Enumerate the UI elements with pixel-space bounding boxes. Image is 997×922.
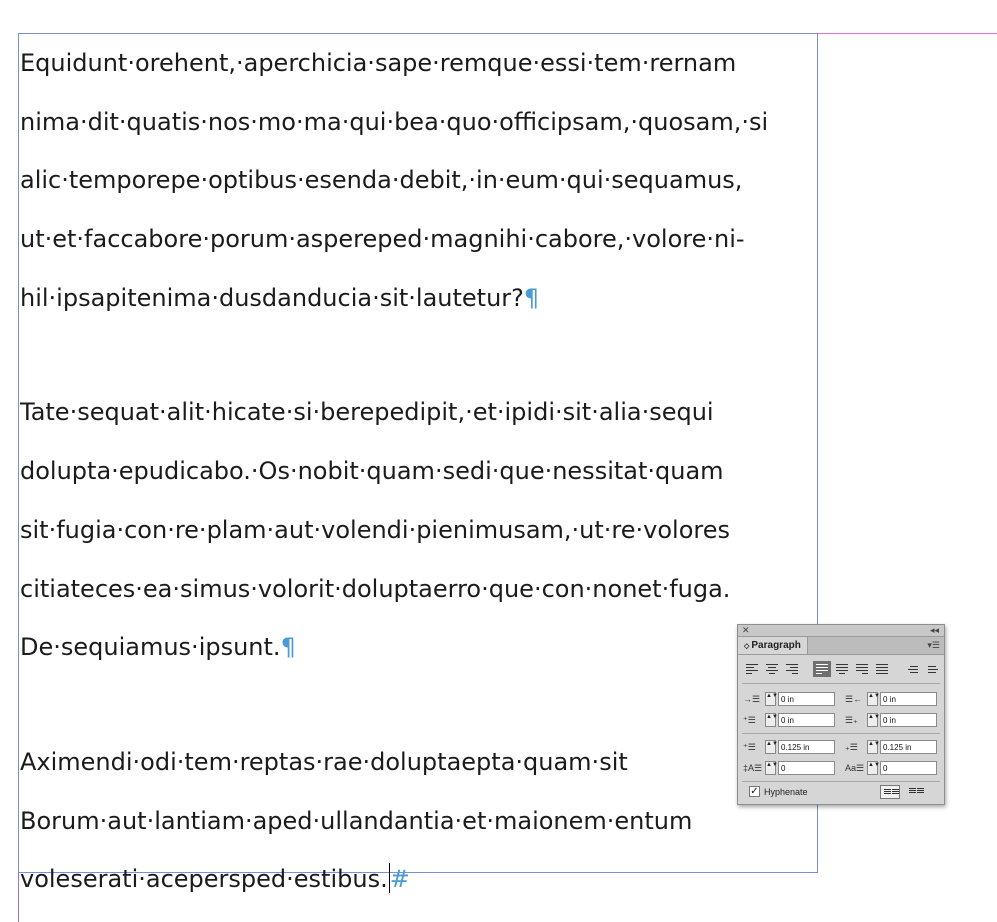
close-icon[interactable]: ✕: [742, 625, 750, 635]
paragraph-mark: ¶: [523, 283, 540, 312]
last-line-indent-icon: ☰₊: [845, 715, 858, 725]
space-before-stepper[interactable]: ▲▼: [765, 740, 776, 754]
drop-cap-lines-icon: ‡A☰: [743, 763, 763, 773]
text-line-content[interactable]: voleserati·acepersped·estibus.: [20, 865, 388, 894]
text-line[interactable]: Borum·aut·lantiam·aped·ullandantia·et·maionem·entum: [20, 806, 693, 835]
divider: [742, 733, 940, 734]
left-indent-field[interactable]: [778, 692, 835, 706]
text-line[interactable]: citiateces·ea·simus·volorit·doluptaerro·que·con·nonet·fuga.: [20, 574, 731, 603]
text-line[interactable]: [20, 269, 840, 328]
drop-cap-chars-icon: Aa☰: [845, 763, 865, 773]
paragraph-panel[interactable]: [737, 624, 945, 805]
tab-paragraph[interactable]: [738, 637, 808, 654]
end-of-story-mark: #: [389, 865, 410, 894]
left-indent-stepper[interactable]: ▲▼: [765, 692, 776, 706]
justify-all-icon[interactable]: [873, 661, 891, 677]
blank-line: [20, 677, 840, 733]
justify-center-icon[interactable]: [833, 661, 851, 677]
hyphenate-checkbox[interactable]: ✓: [750, 786, 759, 797]
right-indent-field[interactable]: [880, 692, 937, 706]
text-line[interactable]: Aximendi·odi·tem·reptas·rae·doluptaepta·quam·sit: [20, 747, 628, 776]
space-after-icon: ₊☰: [845, 742, 858, 752]
space-after-field[interactable]: [880, 740, 937, 754]
align-away-spine-icon[interactable]: [925, 661, 943, 677]
text-line[interactable]: alic·temporepe·optibus·esenda·debit,·in·eum·qui·sequamus,: [20, 166, 743, 195]
right-indent-stepper[interactable]: ▲▼: [867, 692, 878, 706]
hyphenate-row: [746, 785, 941, 799]
align-left-icon[interactable]: [743, 661, 761, 677]
text-line[interactable]: Tate·sequat·alit·hicate·si·berepedipit,·et·ipidi·sit·alia·sequi: [20, 398, 714, 427]
space-before-field[interactable]: [778, 740, 835, 754]
spacing-row: [743, 740, 943, 754]
align-center-icon[interactable]: [763, 661, 781, 677]
justify-left-icon[interactable]: [813, 661, 831, 677]
hyphenate-label: Hyphenate: [764, 787, 808, 797]
drop-cap-chars-stepper[interactable]: ▲▼: [867, 761, 878, 775]
first-line-indent-icon: ⁺☰: [743, 715, 756, 725]
panel-titlebar[interactable]: [738, 625, 944, 637]
text-line[interactable]: Equidunt·orehent,·aperchicia·sape·remque·essi·tem·rernam: [20, 49, 737, 77]
left-indent-icon: →☰: [743, 694, 761, 704]
alignment-buttons: [743, 661, 943, 677]
drop-cap-lines-stepper[interactable]: ▲▼: [765, 761, 776, 775]
tab-arrows-icon: ◇: [744, 643, 750, 650]
divider: [742, 781, 940, 782]
indent-row-1: [743, 692, 943, 706]
text-line[interactable]: nima·dit·quatis·nos·mo·ma·qui·bea·quo·officipsam,·quosam,·si: [20, 107, 769, 136]
align-right-icon[interactable]: [783, 661, 801, 677]
text-line[interactable]: dolupta·epudicabo.·Os·nobit·quam·sedi·que·nessitat·quam: [20, 457, 724, 486]
first-line-indent-field[interactable]: [778, 713, 835, 727]
collapse-icon[interactable]: ◂◂: [929, 625, 939, 635]
do-not-align-to-grid-icon[interactable]: [880, 785, 900, 799]
drop-cap-lines-field[interactable]: [778, 761, 835, 775]
first-line-indent-stepper[interactable]: ▲▼: [765, 713, 776, 727]
drop-cap-chars-field[interactable]: [880, 761, 937, 775]
blank-line: [20, 327, 840, 383]
panel-menu-icon[interactable]: ▾☰: [927, 640, 940, 650]
indent-row-2: [743, 713, 943, 727]
align-towards-spine-icon[interactable]: [905, 661, 923, 677]
last-line-indent-field[interactable]: [880, 713, 937, 727]
tab-label: Paragraph: [751, 640, 801, 651]
text-line[interactable]: ut·et·faccabore·porum·aspereped·magnihi·cabore,·volore·ni-: [20, 225, 745, 254]
text-line[interactable]: [20, 850, 840, 909]
text-line[interactable]: sit·fugia·con·re·plam·aut·volendi·pienimusam,·ut·re·volores: [20, 515, 731, 544]
align-to-grid-icon[interactable]: [906, 785, 926, 799]
justify-right-icon[interactable]: [853, 661, 871, 677]
divider: [742, 683, 940, 684]
text-line-content[interactable]: hil·ipsapitenima·dusdanducia·sit·lautetur?: [20, 283, 524, 312]
right-indent-icon: ☰←: [845, 694, 863, 704]
last-line-indent-stepper[interactable]: ▲▼: [867, 713, 878, 727]
text-line[interactable]: [20, 618, 840, 677]
panel-tab-row: [738, 637, 944, 655]
space-before-icon: ⁺☰: [743, 742, 756, 752]
text-frame[interactable]: [18, 33, 818, 894]
drop-cap-row: [743, 761, 943, 775]
story-text[interactable]: [20, 34, 840, 909]
paragraph-mark: ¶: [280, 633, 296, 662]
space-after-stepper[interactable]: ▲▼: [867, 740, 878, 754]
text-line-content[interactable]: De·sequiamus·ipsunt.: [20, 633, 281, 662]
